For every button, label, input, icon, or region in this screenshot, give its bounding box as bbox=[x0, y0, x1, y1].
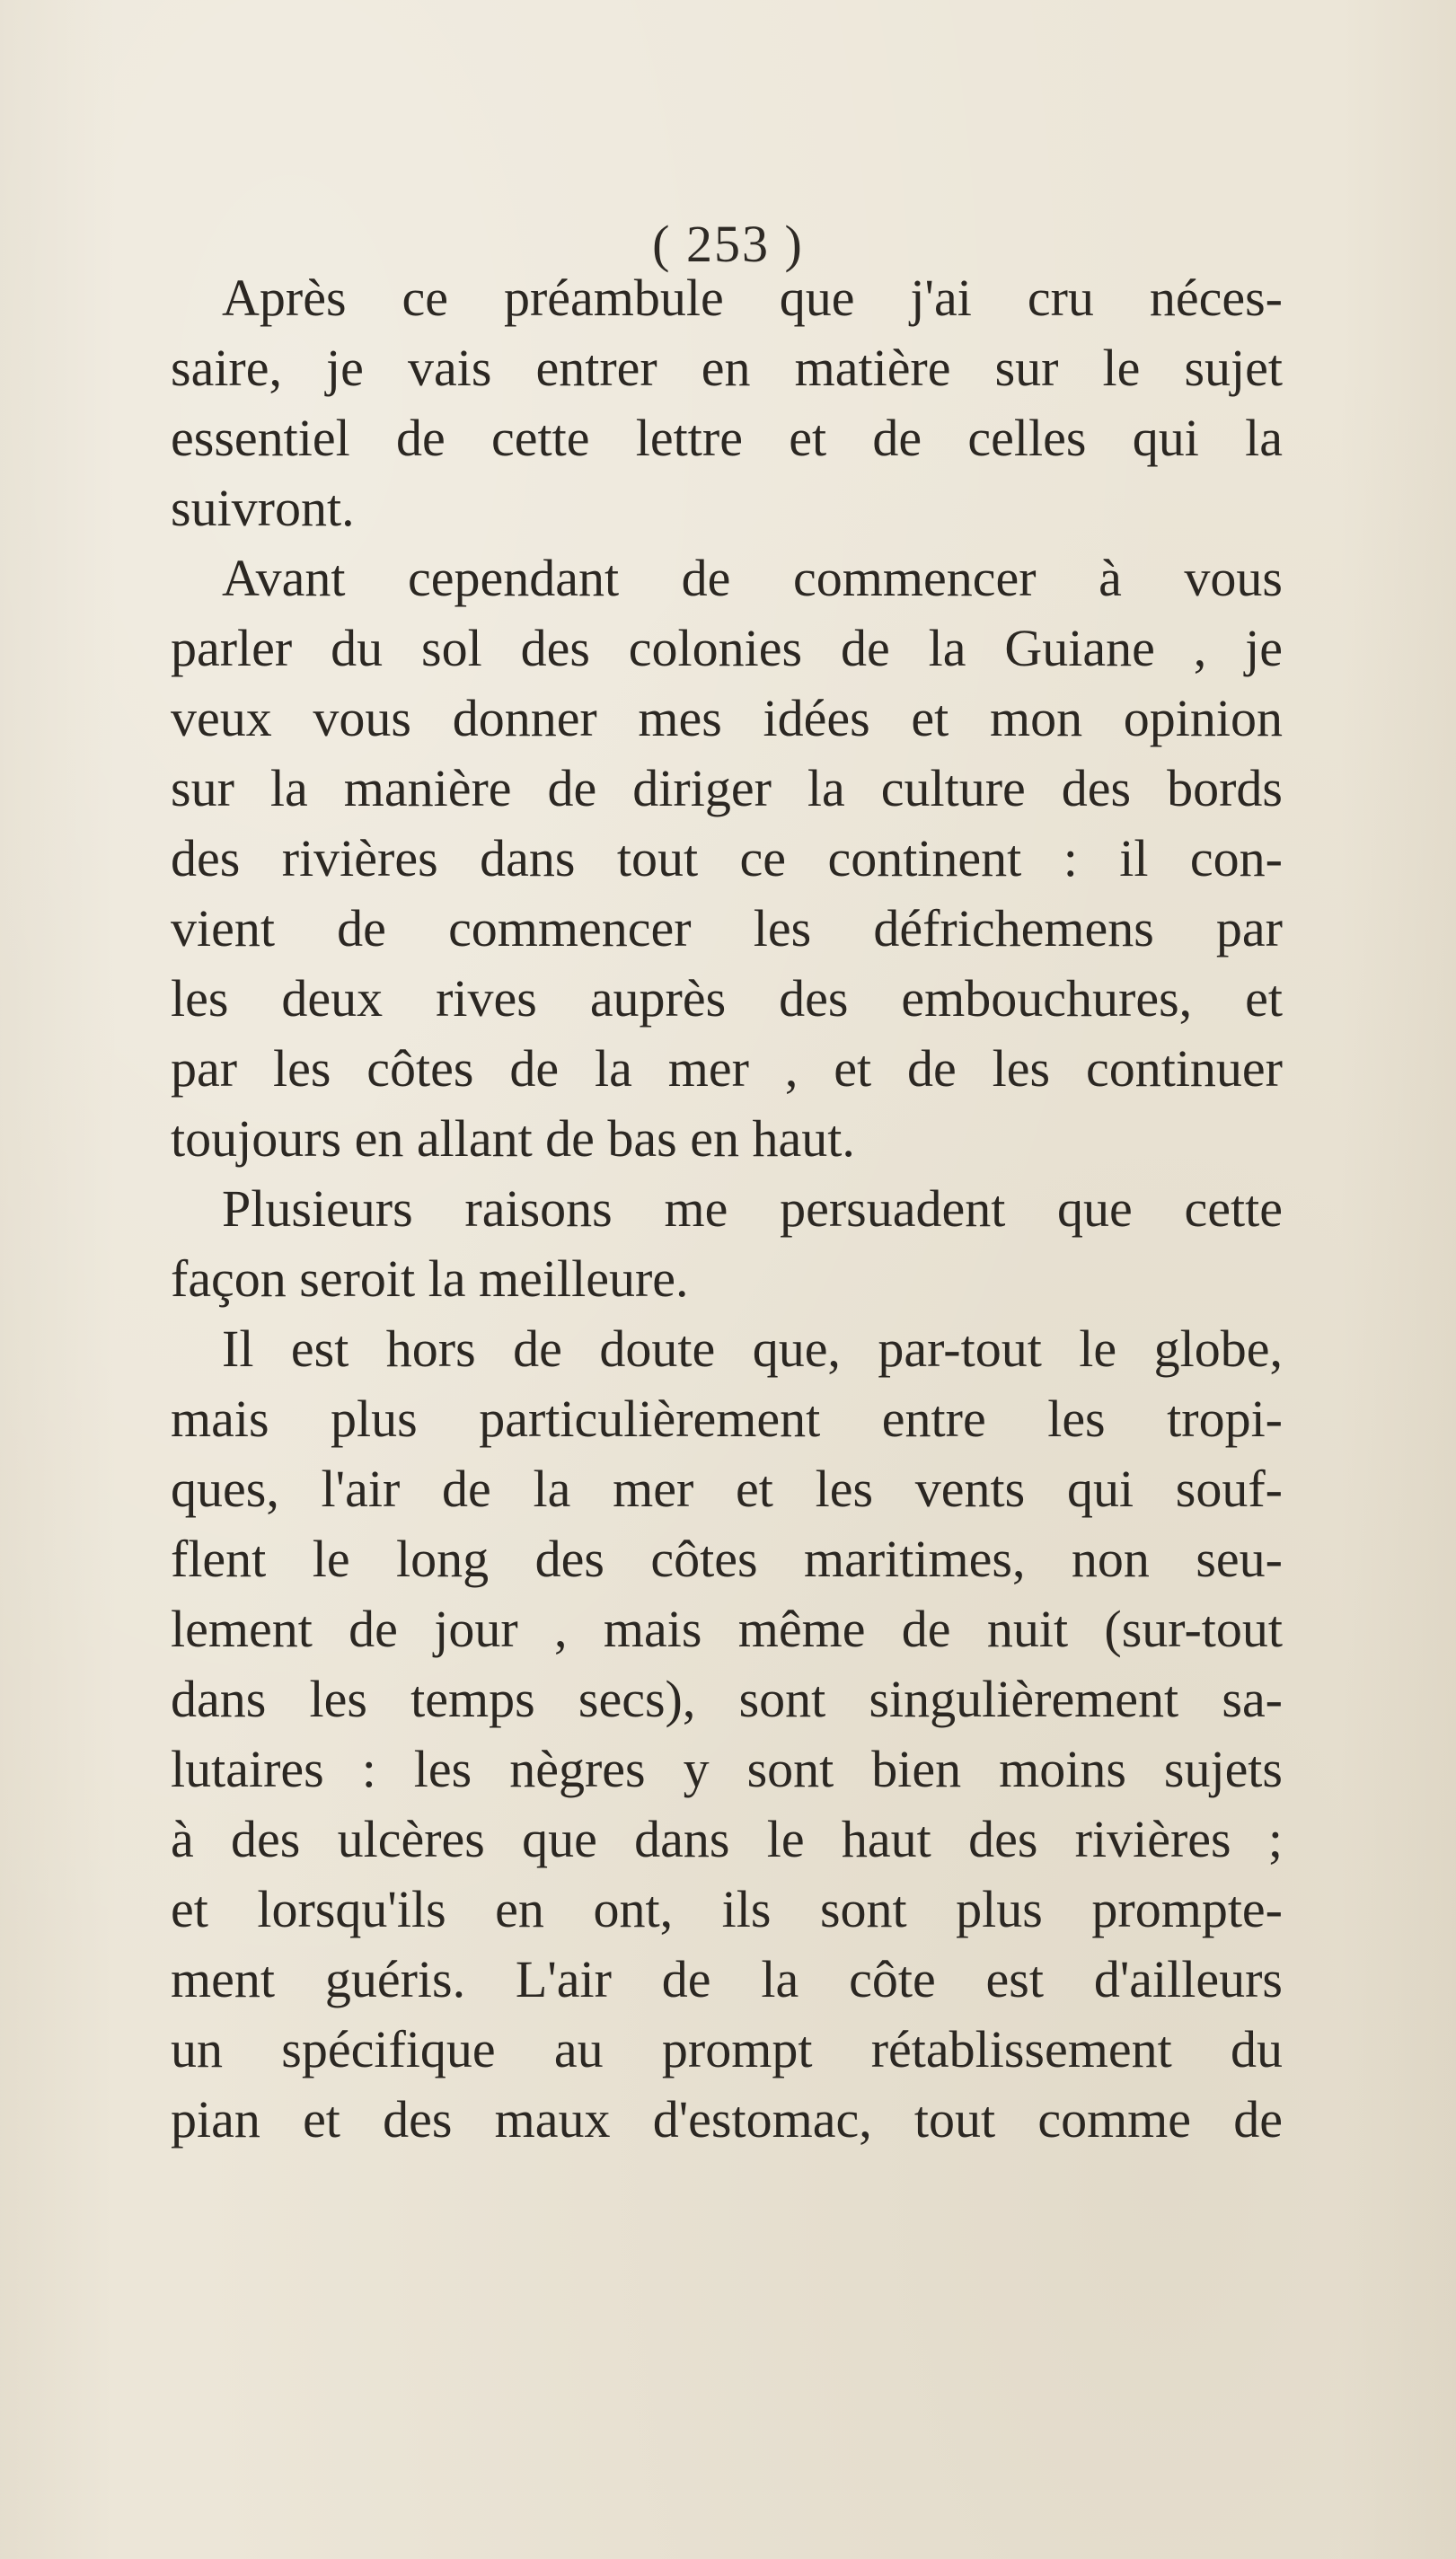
text-line: les deux rives auprès des embouchures, et bbox=[171, 969, 1283, 1028]
text-line: pian et des maux d'estomac, tout comme de bbox=[171, 2090, 1283, 2149]
text-line: veux vous donner mes idées et mon opinion bbox=[171, 689, 1283, 747]
text-line: dans les temps secs), sont singulièrement sa- bbox=[171, 1670, 1283, 1728]
text-line: un spécifique au prompt rétablissement du bbox=[171, 2020, 1283, 2078]
text-line: toujours en allant de bas en haut. bbox=[171, 1109, 855, 1168]
text-line: suivront. bbox=[171, 479, 355, 537]
text-line: mais plus particulièrement entre les tropi- bbox=[171, 1390, 1283, 1448]
text-line: ment guéris. L'air de la côte est d'ailleurs bbox=[171, 1950, 1283, 2008]
text-line: lement de jour , mais même de nuit (sur-tout bbox=[171, 1600, 1283, 1658]
text-line: parler du sol des colonies de la Guiane , je bbox=[171, 619, 1283, 677]
text-line: sur la manière de diriger la culture des bords bbox=[171, 759, 1283, 817]
text-line: Avant cependant de commencer à vous bbox=[222, 549, 1283, 607]
text-line: Plusieurs raisons me persuadent que cette bbox=[222, 1179, 1283, 1238]
text-line: flent le long des côtes maritimes, non seu- bbox=[171, 1530, 1283, 1588]
text-line: des rivières dans tout ce continent : il con- bbox=[171, 829, 1283, 887]
text-line: par les côtes de la mer , et de les continuer bbox=[171, 1039, 1283, 1098]
text-line: et lorsqu'ils en ont, ils sont plus prompte- bbox=[171, 1880, 1283, 1938]
body-text bbox=[171, 263, 1283, 2155]
text-line: saire, je vais entrer en matière sur le sujet bbox=[171, 339, 1283, 397]
text-line: lutaires : les nègres y sont bien moins sujets bbox=[171, 1740, 1283, 1798]
text-line: à des ulcères que dans le haut des rivières ; bbox=[171, 1810, 1283, 1868]
text-line: Après ce préambule que j'ai cru néces- bbox=[222, 269, 1283, 327]
text-line: vient de commencer les défrichemens par bbox=[171, 899, 1283, 957]
text-line: façon seroit la meilleure. bbox=[171, 1249, 689, 1308]
text-line: Il est hors de doute que, par-tout le globe, bbox=[222, 1319, 1283, 1378]
text-line: ques, l'air de la mer et les vents qui souf- bbox=[171, 1460, 1283, 1518]
text-line: essentiel de cette lettre et de celles qui la bbox=[171, 409, 1283, 467]
page-number: ( 253 ) bbox=[652, 215, 804, 273]
